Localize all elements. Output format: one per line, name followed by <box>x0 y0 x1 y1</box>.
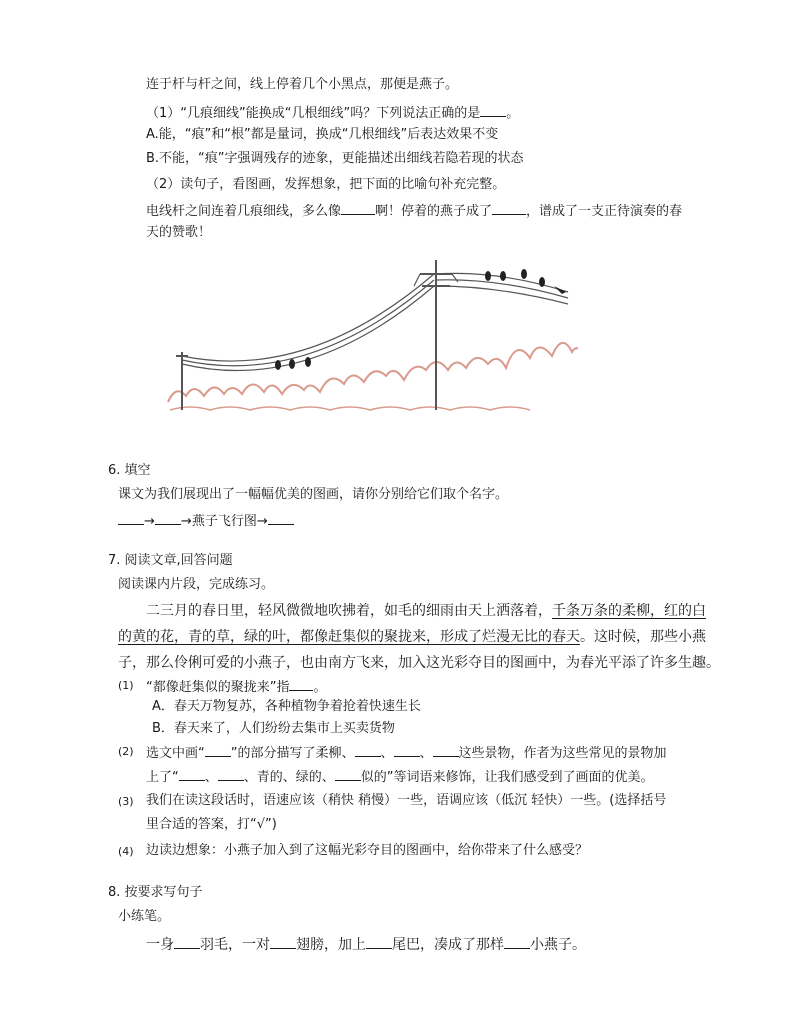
option-b[interactable]: B．春天来了，人们纷纷去集市上买卖货物 <box>152 721 395 736</box>
metaphor-sentence-end: 天的赞歌！ <box>146 225 212 240</box>
sub-question-number: (2) <box>118 745 134 758</box>
passage-text: 二三月的春日里，轻风微微地吹拂着，如毛的细雨由天上洒落着， <box>146 603 552 619</box>
picture-name: 燕子飞行图 <box>191 514 257 529</box>
arrow-icon: → <box>144 514 155 529</box>
answer-blank[interactable] <box>205 742 231 757</box>
sentence-text: 羽毛，一对 <box>200 937 270 953</box>
power-lines-with-swallows-illustration <box>158 252 578 422</box>
sub-question-2 <box>146 742 667 763</box>
question-1-text: （1）“几痕细线”能换成“几根细线”吗？下列说法正确的是 <box>146 106 481 121</box>
answer-blank[interactable] <box>289 676 313 691</box>
bushes <box>168 343 578 410</box>
sub-question-text: 、 <box>419 746 433 761</box>
answer-blank[interactable] <box>492 200 526 215</box>
sub-question-text: ”的部分描写了柔柳、 <box>230 746 355 761</box>
sub-question-1 <box>146 676 327 697</box>
answer-blank[interactable] <box>179 766 205 781</box>
passage-text: 。这时候，那些小燕 <box>580 629 706 645</box>
answer-blank[interactable] <box>341 200 375 215</box>
question-number: 6. <box>108 463 121 478</box>
q7-intro: 阅读课内片段，完成练习。 <box>118 577 275 592</box>
arrow-icon: → <box>256 514 268 529</box>
sentence-text: 一身 <box>146 937 174 953</box>
option-a[interactable]: A.能，“痕”和“根”都是量词，换成“几根细线”后表达效果不变 <box>146 127 499 142</box>
q8-intro: 小练笔。 <box>118 909 171 924</box>
power-wires <box>182 273 568 370</box>
sub-question-3: 我们在读这段话时，语速应该（稍快 稍慢）一些，语调应该（低沉 轻快）一些。(选择括号 <box>146 793 667 808</box>
swallows <box>275 269 566 370</box>
sub-question-number: (3) <box>118 795 134 808</box>
sub-question-text: 、 <box>380 746 394 761</box>
sub-question-4: 边读边想象：小燕子加入到了这幅光彩夺目的图画中，给你带来了什么感受？ <box>146 843 589 858</box>
option-b[interactable]: B.不能，“痕”字强调残存的迹象，更能描述出细线若隐若现的状态 <box>146 151 524 166</box>
arrow-icon: → <box>180 514 192 529</box>
question-title: 按要求写句子 <box>124 885 203 900</box>
question-1-end: 。 <box>506 106 520 121</box>
sub-question-text: 、青的、绿的、 <box>243 770 335 785</box>
sub-question-number: (4) <box>118 845 134 858</box>
metaphor-text-a: 电线杆之间连着几痕细线，多么像 <box>146 204 342 219</box>
question-number: 8. <box>108 885 121 900</box>
writing-practice-sentence <box>146 934 586 954</box>
passage-paragraph-line: 子，那么伶俐可爱的小燕子，也由南方飞来，加入这光彩夺目的图画中，为春光平添了许多生趣。 <box>118 655 720 671</box>
answer-blank[interactable] <box>335 766 361 781</box>
passage-paragraph-line <box>118 628 706 646</box>
answer-blank[interactable] <box>118 510 144 525</box>
q7-heading <box>108 552 233 570</box>
metaphor-sentence <box>146 200 682 221</box>
answer-blank[interactable] <box>504 934 530 949</box>
sub-question-3-line2: 里合适的答案，打“√”) <box>146 817 277 832</box>
q8-heading <box>108 884 203 902</box>
answer-blank[interactable] <box>155 510 181 525</box>
sentence-text: 翅膀，加上 <box>296 937 366 953</box>
passage-line: 连于杆与杆之间，线上停着几个小黑点，那便是燕子。 <box>146 77 459 92</box>
answer-blank[interactable] <box>366 934 392 949</box>
answer-blank[interactable] <box>174 934 200 949</box>
sub-question-text: “都像赶集似的聚拢来”指 <box>146 680 290 695</box>
sub-question-text: 这些景物，作者为这些常见的景物加 <box>458 746 667 761</box>
sub-question-text: 似的”等词语来修饰，让我们感受到了画面的优美。 <box>360 770 654 785</box>
answer-blank[interactable] <box>218 766 244 781</box>
q6-heading <box>108 462 151 480</box>
question-title: 填空 <box>124 463 151 478</box>
q6-prompt: 课文为我们展现出了一幅幅优美的图画，请你分别给它们取个名字。 <box>118 487 509 502</box>
answer-blank[interactable] <box>480 102 506 117</box>
sub-question-2-line2 <box>146 766 654 787</box>
answer-blank[interactable] <box>268 510 294 525</box>
question-title: 阅读文章,回答问题 <box>124 553 233 568</box>
question-2: （2）读句子，看图画，发挥想象，把下面的比喻句补充完整。 <box>146 177 506 192</box>
answer-blank[interactable] <box>270 934 296 949</box>
q6-answer-chain <box>118 510 294 531</box>
metaphor-text-c: ，谱成了一支正待演奏的春 <box>526 204 683 219</box>
metaphor-text-b: 啊！停着的燕子成了 <box>375 204 493 219</box>
sub-question-number: (1) <box>118 679 134 692</box>
question-number: 7. <box>108 553 121 568</box>
sub-question-end: 。 <box>313 680 327 695</box>
question-1 <box>146 102 519 123</box>
sentence-text: 尾巴，凑成了那样 <box>392 937 504 953</box>
sub-question-text: 、 <box>204 770 218 785</box>
answer-blank[interactable] <box>355 742 381 757</box>
underlined-passage: 千条万条的柔柳，红的白 <box>552 603 706 619</box>
answer-blank[interactable] <box>394 742 420 757</box>
sentence-text: 小燕子。 <box>530 937 586 953</box>
sub-question-text: 选文中画“ <box>146 746 205 761</box>
sub-question-text: 上了“ <box>146 770 179 785</box>
option-a[interactable]: A．春天万物复苏，各种植物争着抢着快速生长 <box>152 699 421 714</box>
passage-paragraph-line <box>146 602 706 620</box>
underlined-passage: 的黄的花，青的草，绿的叶，都像赶集似的聚拢来，形成了烂漫无比的春天 <box>118 629 580 645</box>
answer-blank[interactable] <box>433 742 459 757</box>
